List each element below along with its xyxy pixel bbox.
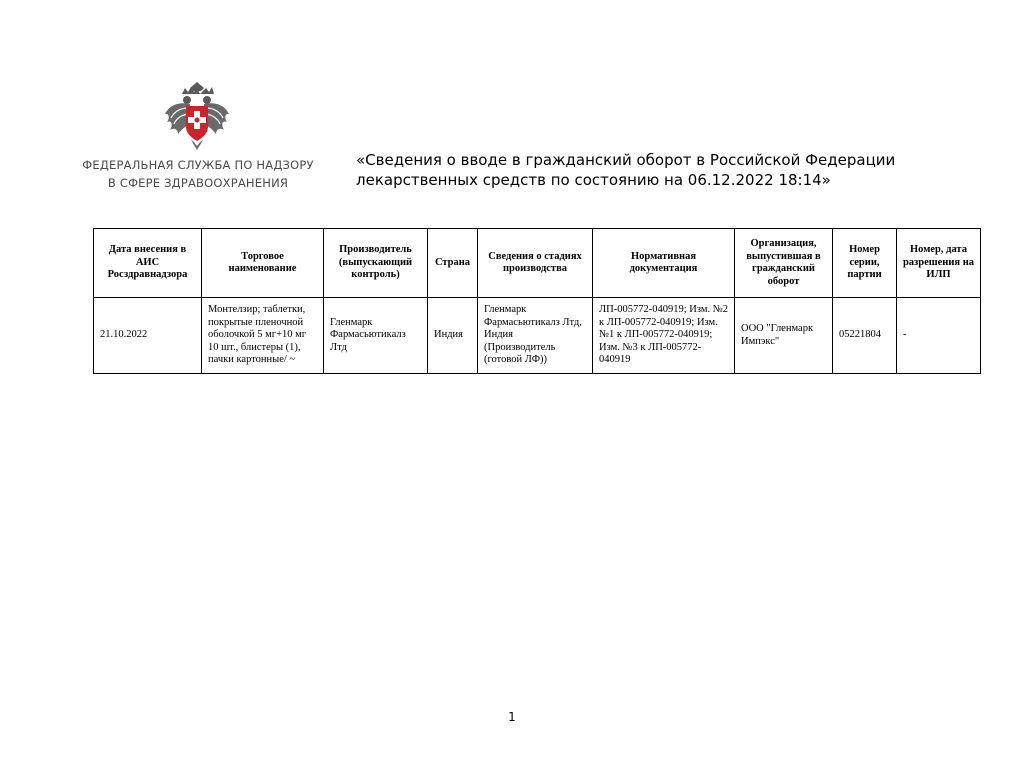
column-header-organization: Организация, выпустившая в гражданский оборот [735,229,833,298]
column-header-country: Страна [428,229,478,298]
emblem-logo [160,80,234,154]
organization-name [80,156,316,192]
cell-manufacturer: Гленмарк Фармасьютикалз Лтд [324,298,428,374]
org-name-line2: В СФЕРЕ ЗДРАВООХРАНЕНИЯ [107,176,289,190]
cell-production-stages: Гленмарк Фармасьютикалз Лтд, Индия (Производитель (готовой ЛФ)) [478,298,593,374]
document-title-line2: лекарственных средств по состоянию на 06.12.2022 18:14» [356,171,831,189]
column-header-permit: Номер, дата разрешения на ИЛП [897,229,981,298]
column-header-regulatory-docs: Нормативная документация [593,229,735,298]
column-header-date: Дата внесения в АИС Росздравнадзора [94,229,202,298]
cell-trade-name: Монтелзир; таблетки, покрытые пленочной оболочкой 5 мг+10 мг 10 шт., блистеры (1), пачки картонные/ ~ [202,298,324,374]
document-title-line1: «Сведения о вводе в гражданский оборот в Российской Федерации [356,151,896,169]
page-number: 1 [508,710,516,724]
table-row [94,298,981,374]
cell-batch-number: 05221804 [833,298,897,374]
table-header-row [94,229,981,298]
cell-date: 21.10.2022 [94,298,202,374]
column-header-batch-number: Номер серии, партии [833,229,897,298]
column-header-trade-name: Торговое наименование [202,229,324,298]
cell-permit: - [897,298,981,374]
cell-country: Индия [428,298,478,374]
document-title [356,150,956,190]
org-name-line1: ФЕДЕРАЛЬНАЯ СЛУЖБА ПО НАДЗОРУ [82,158,314,172]
double-headed-eagle-icon [160,80,234,154]
cell-regulatory-docs: ЛП-005772-040919; Изм. №2 к ЛП-005772-040919; Изм. №1 к ЛП-005772-040919; Изм. №3 к ЛП-005772-040919 [593,298,735,374]
column-header-production-stages: Сведения о стадиях производства [478,229,593,298]
report-table [93,228,981,374]
column-header-manufacturer: Производитель (выпускающий контроль) [324,229,428,298]
cell-organization: ООО "Гленмарк Импэкс" [735,298,833,374]
